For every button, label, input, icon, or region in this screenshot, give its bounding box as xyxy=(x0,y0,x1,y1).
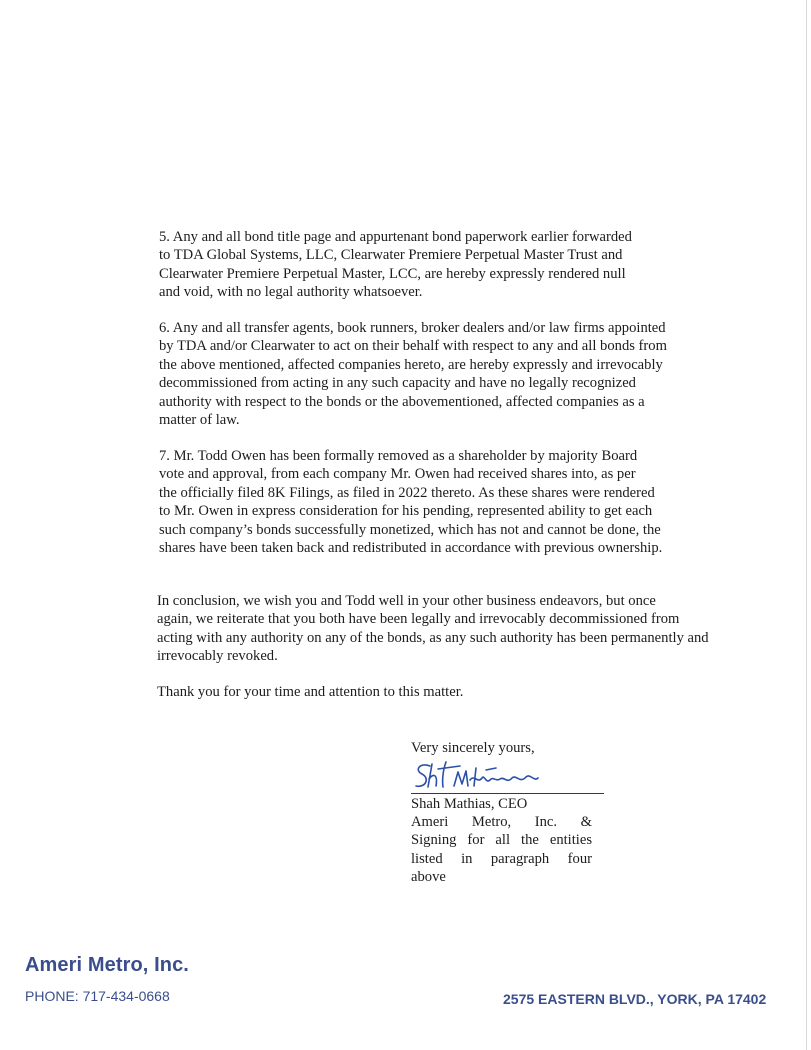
footer-address: 2575 EASTERN BLVD., YORK, PA 17402 xyxy=(503,991,767,1007)
handwritten-signature xyxy=(410,760,605,796)
signature-rule xyxy=(411,793,604,794)
signer-detail-line: above xyxy=(411,869,446,886)
closing-text: Very sincerely yours, xyxy=(411,740,535,756)
paragraph-5-line: Clearwater Premiere Perpetual Master, LCC, are hereby expressly rendered null xyxy=(159,265,626,282)
signer-detail-line: Ameri Metro, Inc. & xyxy=(411,814,592,830)
paragraph-5-line: to TDA Global Systems, LLC, Clearwater Premiere Perpetual Master Trust and xyxy=(159,247,623,264)
closing-salutation xyxy=(411,739,535,757)
page-edge-divider xyxy=(806,0,807,1050)
signer-detail-line: Signing for all the entities xyxy=(411,832,592,849)
conclusion-line: In conclusion, we wish you and Todd well in your other business endeavors, but once xyxy=(157,593,656,609)
paragraph-7-line: to Mr. Owen in express consideration for his pending, represented ability to get each xyxy=(159,503,653,520)
thanks-text: Thank you for your time and attention to this matter. xyxy=(157,684,464,700)
paragraph-5 xyxy=(159,228,632,302)
paragraph-5-line: 5. Any and all bond title page and appurtenant bond paperwork earlier forwarded xyxy=(159,229,632,245)
paragraph-7-line: the officially filed 8K Filings, as filed in 2022 thereto. As these shares were rendered xyxy=(159,484,655,501)
footer-company-name: Ameri Metro, Inc. xyxy=(25,954,189,976)
thanks-line xyxy=(157,683,463,701)
conclusion-line: acting with any authority on any of the bonds, as any such authority has been permanently and xyxy=(157,629,709,646)
paragraph-6-line: by TDA and/or Clearwater to act on their behalf with respect to any and all bonds from xyxy=(159,338,667,355)
paragraph-6-line: 6. Any and all transfer agents, book runners, broker dealers and/or law firms appointed xyxy=(159,320,666,336)
paragraph-7 xyxy=(159,447,662,557)
footer-phone: PHONE: 717-434-0668 xyxy=(25,988,170,1004)
conclusion-line: again, we reiterate that you both have been legally and irrevocably decommissioned from xyxy=(157,611,680,628)
signer-detail-line: listed in paragraph four xyxy=(411,850,592,867)
conclusion-paragraph xyxy=(157,592,709,666)
paragraph-6-line: authority with respect to the bonds or the abovementioned, affected companies as a xyxy=(159,393,645,410)
paragraph-6-line: matter of law. xyxy=(159,412,240,429)
paragraph-6-line: decommissioned from acting in any such capacity and have no legally recognized xyxy=(159,375,636,392)
paragraph-7-line: 7. Mr. Todd Owen has been formally removed as a shareholder by majority Board xyxy=(159,448,638,464)
signer-name-title xyxy=(411,795,527,813)
paragraph-7-line: shares have been taken back and redistributed in accordance with previous ownership. xyxy=(159,540,663,557)
paragraph-7-line: such company’s bonds successfully monetized, which has not and cannot be done, the xyxy=(159,521,661,538)
signer-details xyxy=(411,813,592,887)
paragraph-7-line: vote and approval, from each company Mr. Owen had received shares into, as per xyxy=(159,466,636,483)
conclusion-line: irrevocably revoked. xyxy=(157,648,278,665)
signer-name: Shah Mathias, CEO xyxy=(411,796,528,812)
paragraph-5-line: and void, with no legal authority whatsoever. xyxy=(159,284,423,301)
paragraph-6 xyxy=(159,319,667,429)
paragraph-6-line: the above mentioned, affected companies hereto, are hereby expressly and irrevocably xyxy=(159,356,663,373)
